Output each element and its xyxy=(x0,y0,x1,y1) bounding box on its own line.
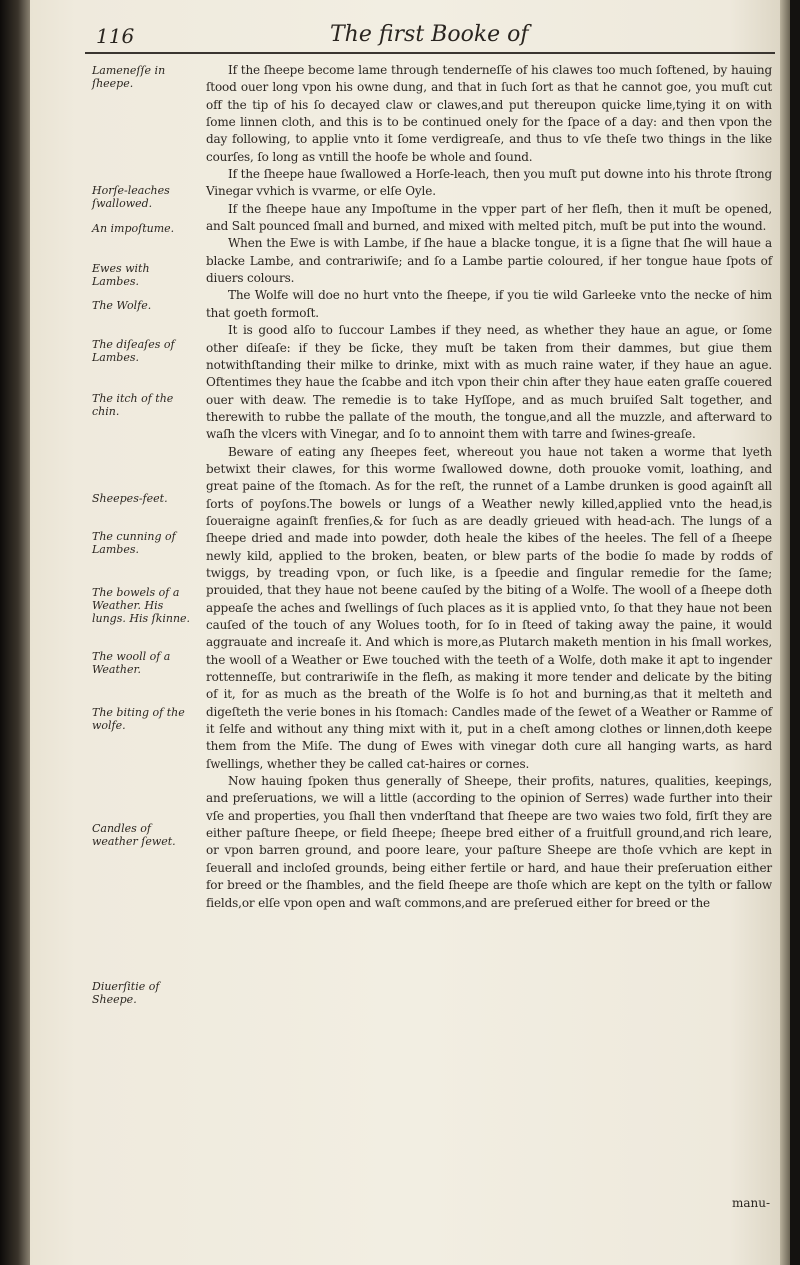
margin-note: The Wolfe. xyxy=(92,299,152,312)
margin-note: The biting of the wolfe. xyxy=(92,706,185,732)
body-paragraph: If the ſheepe haue ſwallowed a Horſe-leach, then you muſt put downe into his throte ſtrong Vinegar vvhich is vvarme, or elſe Oyle. xyxy=(206,167,772,199)
margin-note: Candles of weather ſewet. xyxy=(92,822,176,848)
margin-note: The diſeaſes of Lambes. xyxy=(92,338,175,364)
page-edge xyxy=(780,0,790,1265)
body-paragraph: The Wolfe will doe no hurt vnto the ſheepe, if you tie wild Garleeke vnto the necke of him that goeth formoſt. xyxy=(206,288,772,320)
margin-note: The wooll of a Weather. xyxy=(92,650,171,676)
body-text xyxy=(206,62,772,912)
margin-note: Ewes with Lambes. xyxy=(92,262,150,288)
body-paragraph: If the ſheepe become lame through tenderneſſe of his clawes too much ſoftened, by hauing ſtood ouer long vpon his owne dung, and that in ſuch ſort as that he cannot goe, you muſt cut off the tip of his ſo decayed claw or clawes,and put thereupon quicke lime,tying it on with ſome linnen cloth, and this is to be continued onely for the ſpace of a day: and then vpon the day following, to applie vnto it ſome verdigreaſe, and thus to vſe theſe two things in the like courſes, ſo long as vntill the hoofe be whole and ſound. xyxy=(206,63,772,164)
body-paragraph: Now hauing ſpoken thus generally of Sheepe, their profits, natures, qualities, keepings, and preſeruations, we will a little (according to the opinion of Serres) wade further into their vſe and properties, you ſhall then vnderſtand that ſheepe are two waies two fold, firſt they are either paſture ſheepe, or field ſheepe; ſheepe bred either of a fruitfull ground,and rich leare, or vpon barren ground, and poore leare, your paſture Sheepe are thoſe vvhich are kept in ſeuerall and incloſed grounds, being either fertile or hard, and haue their preſeruation either for breed or the ſhambles, and the field ſheepe are thoſe which are kept on the tylth or fallow fields,or elſe vpon open and waſt commons,and are preſerued either for breed or the xyxy=(206,774,772,910)
margin-note: The bowels of a Weather. His lungs. His ſkinne. xyxy=(92,586,191,625)
margin-note: Lameneſſe in ſheepe. xyxy=(92,64,166,90)
catchword: manu- xyxy=(731,1196,770,1210)
book-gutter xyxy=(0,0,30,1265)
running-title: The first Booke of xyxy=(330,22,529,47)
body-paragraph: It is good alſo to ſuccour Lambes if they need, as whether they haue an ague, or ſome other diſeaſe: if they be ſicke, they muſt be taken from their dammes, but giue them notwithſtanding their milke to drinke, mixt with as much raine water, if they haue an ague. Oftentimes they haue the ſcabbe and itch vpon their chin after they haue eaten graſſe couered ouer with deaw. The remedie is to take Hyſſope, and as much bruiſed Salt together, and therewith to rubbe the pallate of the mouth, the tongue,and all the muzzle, and afterward to waſh the vlcers with Vinegar, and ſo to annoint them with tarre and ſwines-greaſe. xyxy=(206,323,772,442)
margin-note: The itch of the chin. xyxy=(92,392,174,418)
margin-note: The cunning of Lambes. xyxy=(92,530,176,556)
body-paragraph: If the ſheepe haue any Impoſtume in the vpper part of her fleſh, then it muſt be opened, and Salt pounced ſmall and burned, and mixed with melted pitch, muſt be put into the wound. xyxy=(206,201,772,234)
margin-note: Sheepes-feet. xyxy=(92,492,168,505)
header-rule xyxy=(85,52,775,54)
page-number: 116 xyxy=(96,24,135,48)
body-paragraph: Beware of eating any ſheepes feet, whereout you haue not taken a worme that lyeth betwixt their clawes, for this worme ſwallowed downe, doth prouoke vomit, loathing, and great paine of the ſtomach. As for the reſt, the runnet of a Lambe drunken is good againſt all ſorts of poyſons.The bowels or lungs of a Weather newly killed,applied vnto the head,is ſoueraigne againſt frenſies,& for ſuch as are deadly grieued with head-ach. The lungs of a ſheepe dried and made into powder, doth heale the kibes of the heeles. The fell of a ſheepe newly kild, applied to the broken, beaten, or blew parts of the bodie ſo made by rodds of twiggs, by treading vpon, or ſuch like, is a ſpeedie and ſingular remedie for the ſame; prouided, that they haue not beene cauſed by the biting of a Wolfe. The wooll of a ſheepe doth appeaſe the aches and ſwellings of ſuch places as it is applied vnto, ſo that they haue not been cauſed of the touch of any Wolues tooth, for ſo in ſteed of taking away the paine, it would aggrauate and increaſe it. And which is more,as Plutarch maketh mention in his ſmall workes, the wooll of a Weather or Ewe touched with the teeth of a Wolfe, doth make it apt to ingender rottenneſſe, but contrariwiſe in the fleſh, as making it more tender and delicate by the biting of it, for as much as the breath of the Wolfe is ſo hot and burning,as that it melteth and digeſteth the verie bones in his ſtomach: Candles made of the ſewet of a Weather or Ramme of it ſelfe and without any thing mixt with it, put in a cheſt among clothes or linnen,doth keepe them from the Miſe. The dung of Ewes with vinegar doth cure all hanging warts, as hard ſwellings, whether they be called cat-haires or cornes. xyxy=(206,444,772,771)
margin-note: Diuerſitie of Sheepe. xyxy=(92,980,160,1006)
body-paragraph: When the Ewe is with Lambe, if ſhe haue a blacke tongue, it is a ſigne that ſhe will haue a blacke Lambe, and contrariwiſe; and ſo a Lambe partie coloured, if her tongue haue ſpots of diuers colours. xyxy=(206,236,772,286)
margin-note: An impoſtume. xyxy=(92,222,175,235)
margin-note: Horſe-leaches ſwallowed. xyxy=(92,184,170,210)
